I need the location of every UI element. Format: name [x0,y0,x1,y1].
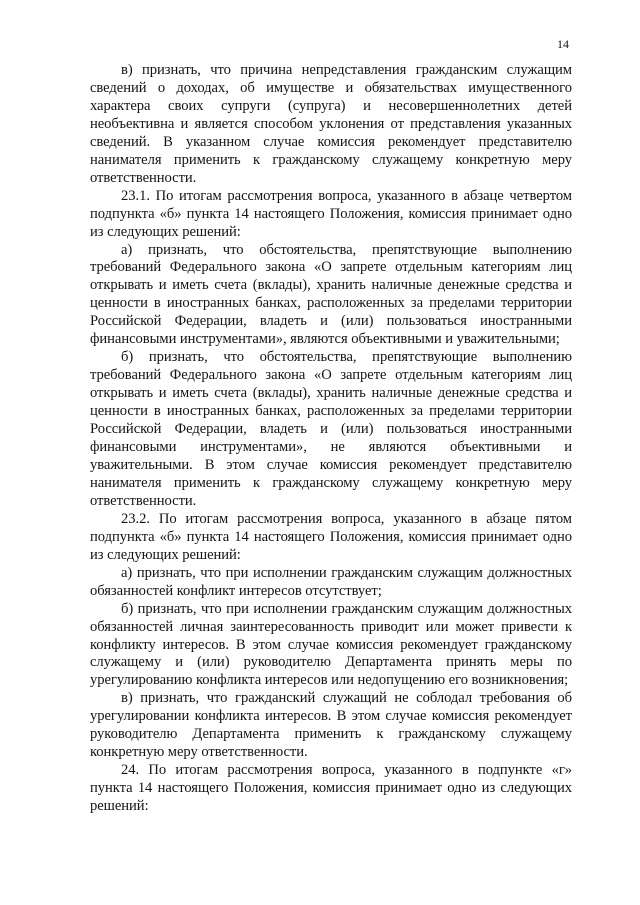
paragraph-23-2-b: б) признать, что при исполнении гражданским служащим должностных обязанностей личная заинтересованность приводит или может привести к конфликту интересов. В этом случае комиссия рекомендует гражданскому служащему и (или) руководителю Департамента принять меры по урегулированию конфликта интересов или недопущению его возникновения; [90,600,572,689]
page-number: 14 [557,37,569,51]
paragraph-23-2: 23.2. По итогам рассмотрения вопроса, указанного в абзаце пятом подпункта «б» пункта 14 настоящего Положения, комиссия принимает одно из следующих решений: [90,510,572,563]
paragraph-22-v: в) признать, что причина непредставления гражданским служащим сведений о доходах, об имуществе и обязательствах имущественного характера своих супруги (супруга) и несовершеннолетних детей необъективна и является способом уклонения от представления указанных сведений. В указанном случае комиссия рекомендует представителю нанимателя применить к гражданскому служащему конкретную меру ответственности. [90,62,572,186]
paragraph-23-2-a: а) признать, что при исполнении гражданским служащим должностных обязанностей конфликт интересов отсутствует; [90,564,572,599]
paragraph-23-1-a: а) признать, что обстоятельства, препятствующие выполнению требований Федерального закона «О запрете отдельным категориям лиц открывать и иметь счета (вклады), хранить наличные денежные средства и ценности в иностранных банках, расположенных за пределами территории Российской Федерации, владеть и (или) пользоваться иностранными финансовыми инструментами», являются объективными и уважительными; [90,241,572,348]
paragraph-24: 24. По итогам рассмотрения вопроса, указанного в подпункте «г» пункта 14 настоящего Положения, комиссия принимает одно из следующих решений: [90,762,572,815]
paragraph-23-1-b: б) признать, что обстоятельства, препятствующие выполнению требований Федерального закона «О запрете отдельным категориям лиц открывать и иметь счета (вклады), хранить наличные денежные средства и ценности в иностранных банках, расположенных за пределами территории Российской Федерации, владеть и (или) пользоваться иностранными финансовыми инструментами», не являются объективными и уважительными. В этом случае комиссия рекомендует представителю нанимателя применить к гражданскому служащему конкретную меру ответственности. [90,349,572,509]
document-body [90,62,572,816]
paragraph-23-2-v: в) признать, что гражданский служащий не соблодал требования об урегулировании конфликта интересов. В этом случае комиссия рекомендует руководителю Департамента применить к гражданскому служащему конкретную меру ответственности. [90,690,572,761]
paragraph-23-1: 23.1. По итогам рассмотрения вопроса, указанного в абзаце четвертом подпункта «б» пункта 14 настоящего Положения, комиссия принимает одно из следующих решений: [90,187,572,240]
